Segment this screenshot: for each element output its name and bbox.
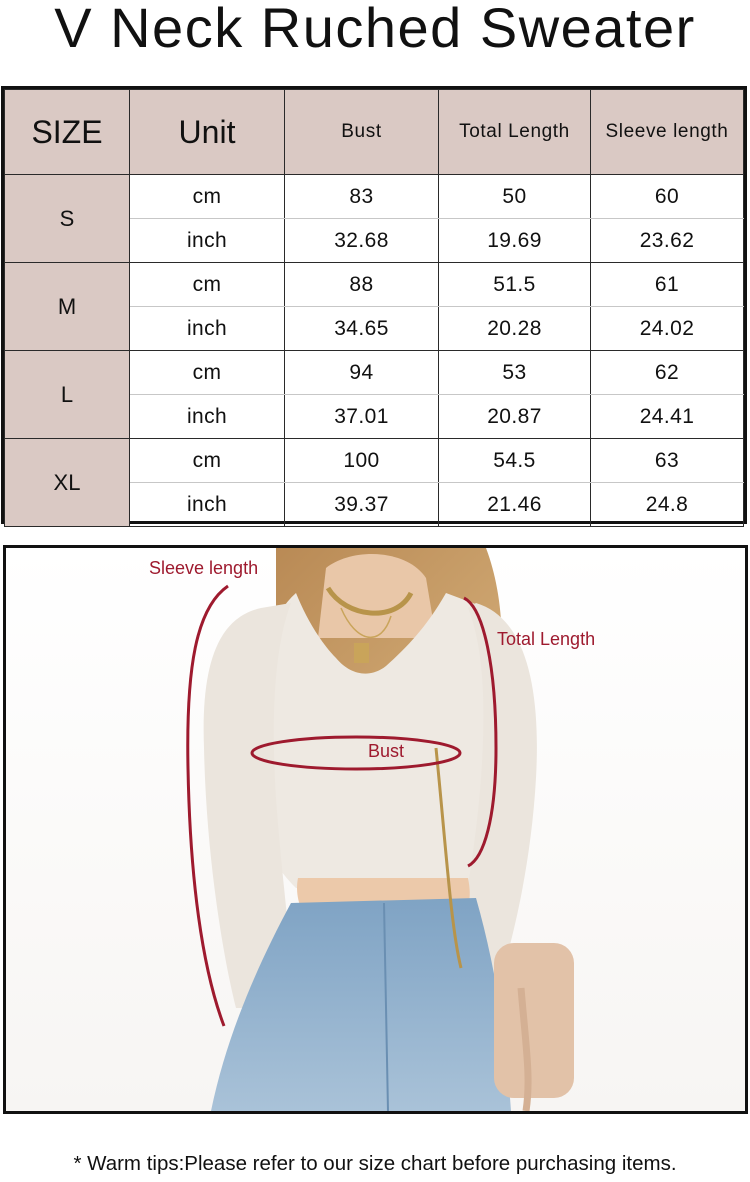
table-row [5,175,744,219]
bust-cell: 37.01 [285,395,439,439]
unit-cell: cm [130,351,285,395]
size-label: M [5,263,130,351]
warm-tip-text: * Warm tips:Please refer to our size chart before purchasing items. [73,1152,677,1175]
bust-cell: 83 [285,175,439,219]
total-length-label: Total Length [497,629,596,649]
total-length-cell: 21.46 [439,483,591,527]
bust-cell: 94 [285,351,439,395]
handbag [494,943,574,1098]
table-header-row [5,90,744,175]
total-length-cell: 19.69 [439,219,591,263]
unit-cell: cm [130,175,285,219]
sleeve-length-cell: 24.41 [591,395,744,439]
sleeve-length-cell: 62 [591,351,744,395]
bust-label: Bust [368,741,405,761]
sleeve-length-cell: 23.62 [591,219,744,263]
header-unit: Unit [130,90,285,175]
total-length-cell: 51.5 [439,263,591,307]
table-row [5,263,744,307]
unit-cell: inch [130,395,285,439]
size-chart-table [1,86,747,524]
total-length-cell: 20.28 [439,307,591,351]
total-length-cell: 54.5 [439,439,591,483]
size-label: L [5,351,130,439]
sleeve-length-cell: 60 [591,175,744,219]
header-sleeve-length: Sleeve length [591,90,744,175]
sleeve-length-cell: 61 [591,263,744,307]
bust-cell: 88 [285,263,439,307]
size-label: S [5,175,130,263]
table-row [5,439,744,483]
pendant [354,643,369,663]
header-total-length: Total Length [439,90,591,175]
bust-cell: 100 [285,439,439,483]
bust-cell: 39.37 [285,483,439,527]
bust-cell: 34.65 [285,307,439,351]
table-row [5,351,744,395]
model-illustration [6,548,745,1111]
sleeve-length-cell: 24.02 [591,307,744,351]
unit-cell: inch [130,483,285,527]
header-bust: Bust [285,90,439,175]
unit-cell: inch [130,307,285,351]
page-title: V Neck Ruched Sweater [54,0,696,59]
unit-cell: cm [130,263,285,307]
sleeve-length-cell: 24.8 [591,483,744,527]
total-length-cell: 53 [439,351,591,395]
total-length-cell: 50 [439,175,591,219]
sleeve-length-cell: 63 [591,439,744,483]
unit-cell: inch [130,219,285,263]
total-length-cell: 20.87 [439,395,591,439]
unit-cell: cm [130,439,285,483]
sleeve-length-label: Sleeve length [149,558,259,578]
bust-cell: 32.68 [285,219,439,263]
size-label: XL [5,439,130,527]
header-size: SIZE [5,90,130,175]
measurement-diagram [3,545,748,1114]
